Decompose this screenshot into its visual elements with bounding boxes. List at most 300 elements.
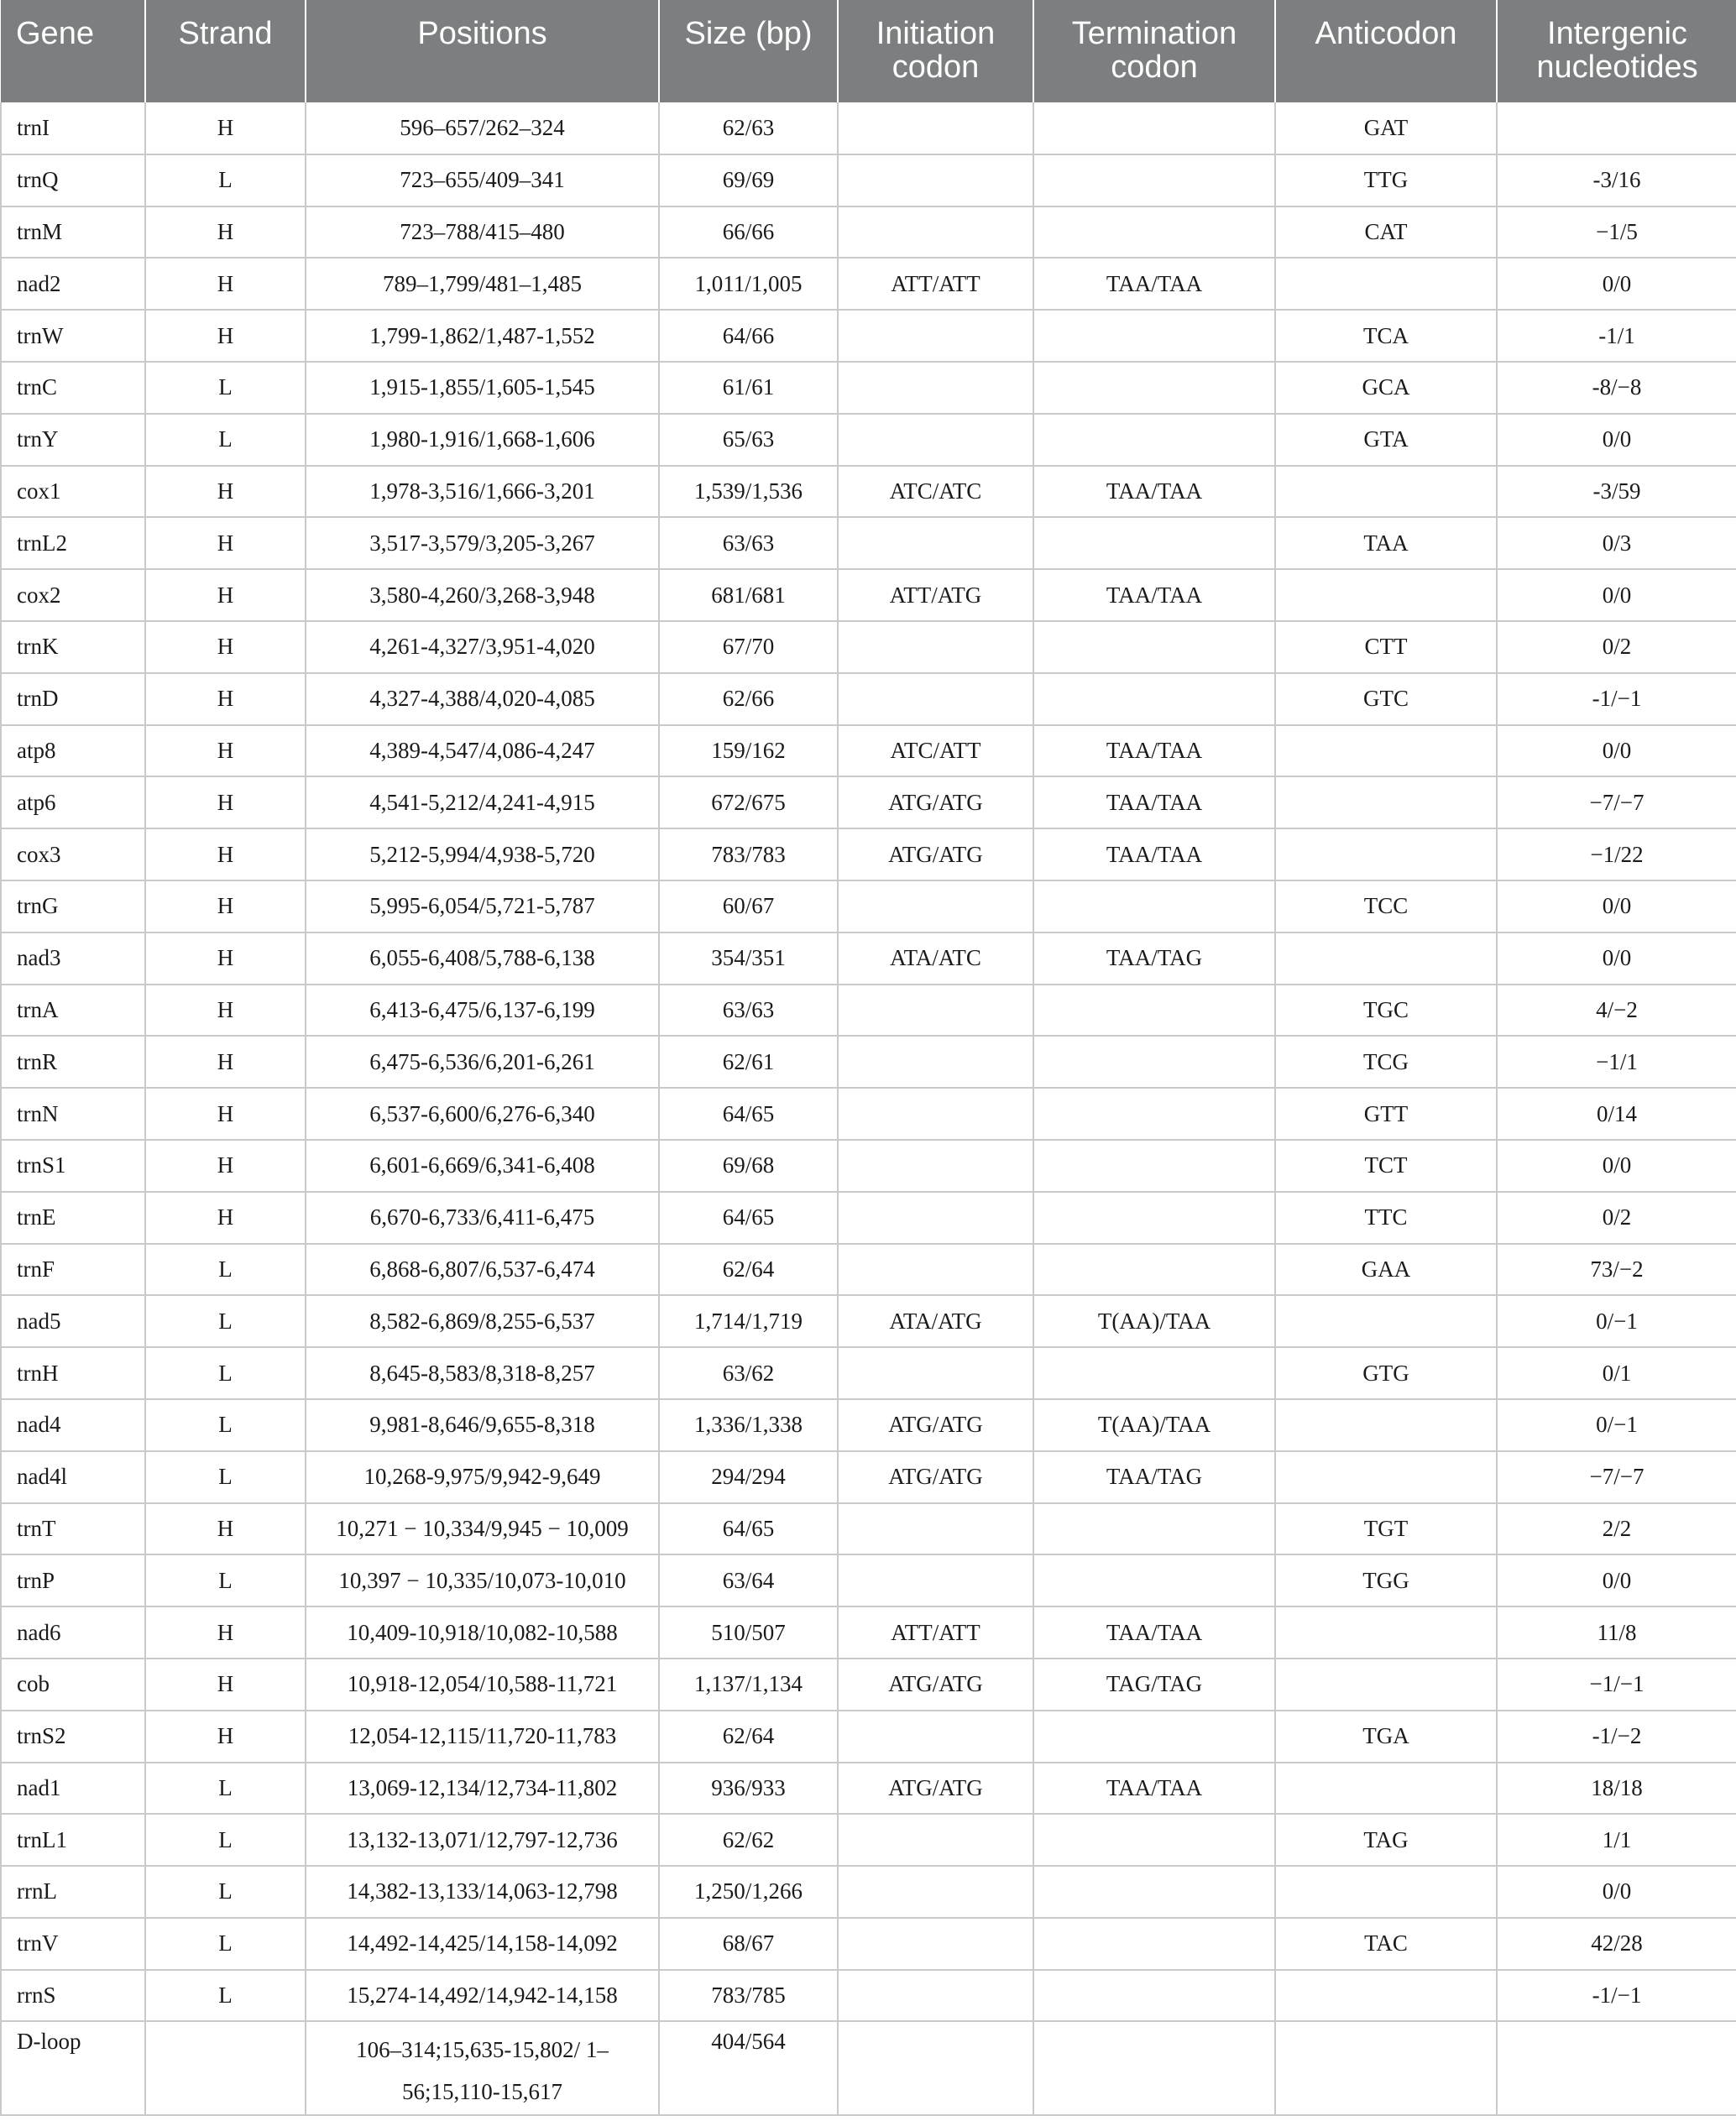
cell-gene: trnA: [1, 985, 145, 1037]
cell-initiation-codon: ATA/ATC: [838, 933, 1033, 985]
cell-strand: L: [145, 1866, 306, 1918]
table-row: [1, 206, 1736, 259]
table-row: [1, 621, 1736, 673]
cell-positions: 13,132-13,071/12,797-12,736: [306, 1814, 659, 1866]
cell-anticodon: TTC: [1275, 1192, 1497, 1244]
cell-positions: 5,995-6,054/5,721-5,787: [306, 880, 659, 933]
table-row: [1, 362, 1736, 414]
cell-intergenic: 4/−2: [1497, 985, 1736, 1037]
cell-strand: L: [145, 1814, 306, 1866]
cell-size: 63/63: [659, 517, 838, 569]
cell-size: 65/63: [659, 414, 838, 466]
cell-size: 64/65: [659, 1088, 838, 1140]
cell-strand: H: [145, 725, 306, 777]
cell-intergenic: -1/−1: [1497, 1970, 1736, 2022]
cell-size: 783/785: [659, 1970, 838, 2022]
cell-gene: trnC: [1, 362, 145, 414]
cell-termination-codon: [1033, 1970, 1275, 2022]
cell-size: 68/67: [659, 1918, 838, 1970]
cell-positions: 8,582-6,869/8,255-6,537: [306, 1295, 659, 1347]
cell-strand: H: [145, 258, 306, 310]
cell-termination-codon: [1033, 1036, 1275, 1088]
cell-intergenic: 0/2: [1497, 621, 1736, 673]
cell-intergenic: 0/0: [1497, 880, 1736, 933]
cell-positions: 6,601-6,669/6,341-6,408: [306, 1140, 659, 1192]
cell-anticodon: GCA: [1275, 362, 1497, 414]
cell-gene: cox1: [1, 466, 145, 518]
cell-gene: trnL2: [1, 517, 145, 569]
cell-intergenic: 18/18: [1497, 1763, 1736, 1815]
cell-termination-codon: [1033, 206, 1275, 259]
cell-size: 69/68: [659, 1140, 838, 1192]
table-row: [1, 102, 1736, 154]
table-row: [1, 1814, 1736, 1866]
cell-gene: nad6: [1, 1606, 145, 1659]
cell-initiation-codon: [838, 102, 1033, 154]
cell-strand: L: [145, 1763, 306, 1815]
cell-positions: 596–657/262–324: [306, 102, 659, 154]
cell-strand: L: [145, 1347, 306, 1399]
cell-size: 1,250/1,266: [659, 1866, 838, 1918]
cell-size: 63/63: [659, 985, 838, 1037]
cell-gene: nad5: [1, 1295, 145, 1347]
cell-strand: H: [145, 206, 306, 259]
table-row: [1, 1918, 1736, 1970]
table-header-row: [1, 0, 1736, 102]
cell-intergenic: 0/−1: [1497, 1295, 1736, 1347]
cell-intergenic: -1/−2: [1497, 1711, 1736, 1763]
cell-positions: 106–314;15,635-15,802/ 1–56;15,110-15,617: [306, 2021, 659, 2115]
cell-size: 681/681: [659, 569, 838, 621]
cell-strand: H: [145, 102, 306, 154]
header-intergenic-nucleotides: Intergenic nucleotides: [1497, 0, 1736, 102]
cell-anticodon: [1275, 1451, 1497, 1503]
cell-gene: trnF: [1, 1244, 145, 1296]
cell-initiation-codon: [838, 1140, 1033, 1192]
cell-termination-codon: [1033, 154, 1275, 206]
cell-intergenic: 0/0: [1497, 1140, 1736, 1192]
cell-positions: 15,274-14,492/14,942-14,158: [306, 1970, 659, 2022]
cell-termination-codon: TAA/TAA: [1033, 776, 1275, 828]
table-row: [1, 880, 1736, 933]
cell-positions: 4,327-4,388/4,020-4,085: [306, 673, 659, 725]
cell-size: 69/69: [659, 154, 838, 206]
cell-gene: trnT: [1, 1503, 145, 1555]
cell-termination-codon: [1033, 1554, 1275, 1606]
cell-positions: 14,382-13,133/14,063-12,798: [306, 1866, 659, 1918]
cell-size: 61/61: [659, 362, 838, 414]
cell-strand: H: [145, 517, 306, 569]
cell-termination-codon: T(AA)/TAA: [1033, 1399, 1275, 1451]
cell-strand: H: [145, 1606, 306, 1659]
cell-gene: trnS1: [1, 1140, 145, 1192]
cell-positions: 723–788/415–480: [306, 206, 659, 259]
cell-size: 64/66: [659, 310, 838, 362]
cell-strand: L: [145, 1244, 306, 1296]
cell-termination-codon: [1033, 414, 1275, 466]
cell-intergenic: −1/5: [1497, 206, 1736, 259]
cell-initiation-codon: ATG/ATG: [838, 1763, 1033, 1815]
cell-size: 672/675: [659, 776, 838, 828]
cell-anticodon: [1275, 1970, 1497, 2022]
cell-anticodon: TAC: [1275, 1918, 1497, 1970]
cell-gene: trnG: [1, 880, 145, 933]
cell-termination-codon: TAA/TAG: [1033, 1451, 1275, 1503]
cell-positions: 6,670-6,733/6,411-6,475: [306, 1192, 659, 1244]
cell-initiation-codon: [838, 2021, 1033, 2115]
cell-strand: L: [145, 1399, 306, 1451]
cell-initiation-codon: [838, 621, 1033, 673]
cell-anticodon: GTA: [1275, 414, 1497, 466]
cell-strand: L: [145, 1970, 306, 2022]
cell-initiation-codon: [838, 1088, 1033, 1140]
cell-anticodon: TCC: [1275, 880, 1497, 933]
cell-initiation-codon: ATT/ATT: [838, 1606, 1033, 1659]
cell-termination-codon: [1033, 673, 1275, 725]
cell-anticodon: [1275, 828, 1497, 880]
cell-strand: H: [145, 828, 306, 880]
cell-positions: 1,978-3,516/1,666-3,201: [306, 466, 659, 518]
cell-strand: H: [145, 673, 306, 725]
cell-size: 62/64: [659, 1244, 838, 1296]
cell-initiation-codon: ATG/ATG: [838, 1451, 1033, 1503]
cell-gene: cox2: [1, 569, 145, 621]
cell-positions: 3,517-3,579/3,205-3,267: [306, 517, 659, 569]
cell-initiation-codon: [838, 154, 1033, 206]
cell-size: 62/61: [659, 1036, 838, 1088]
cell-initiation-codon: [838, 1711, 1033, 1763]
table-row: [1, 569, 1736, 621]
cell-size: 159/162: [659, 725, 838, 777]
cell-termination-codon: [1033, 102, 1275, 154]
cell-initiation-codon: [838, 310, 1033, 362]
header-anticodon: Anticodon: [1275, 0, 1497, 102]
cell-positions: 1,799-1,862/1,487-1,552: [306, 310, 659, 362]
cell-positions: 5,212-5,994/4,938-5,720: [306, 828, 659, 880]
cell-positions: 10,268-9,975/9,942-9,649: [306, 1451, 659, 1503]
cell-intergenic: 0/0: [1497, 414, 1736, 466]
cell-strand: L: [145, 1295, 306, 1347]
cell-size: 62/63: [659, 102, 838, 154]
cell-strand: L: [145, 1918, 306, 1970]
table-row: [1, 1503, 1736, 1555]
cell-size: 294/294: [659, 1451, 838, 1503]
cell-size: 63/64: [659, 1554, 838, 1606]
table-row: [1, 828, 1736, 880]
cell-anticodon: [1275, 1399, 1497, 1451]
cell-anticodon: [1275, 569, 1497, 621]
cell-anticodon: GAT: [1275, 102, 1497, 154]
cell-intergenic: 0/0: [1497, 1866, 1736, 1918]
cell-initiation-codon: ATT/ATG: [838, 569, 1033, 621]
cell-gene: trnM: [1, 206, 145, 259]
cell-intergenic: 0/0: [1497, 258, 1736, 310]
table-row: [1, 776, 1736, 828]
cell-gene: trnE: [1, 1192, 145, 1244]
cell-gene: nad4: [1, 1399, 145, 1451]
cell-initiation-codon: [838, 1036, 1033, 1088]
cell-initiation-codon: ATG/ATG: [838, 1399, 1033, 1451]
cell-positions: 10,918-12,054/10,588-11,721: [306, 1659, 659, 1711]
cell-size: 1,714/1,719: [659, 1295, 838, 1347]
cell-initiation-codon: ATC/ATC: [838, 466, 1033, 518]
cell-initiation-codon: [838, 880, 1033, 933]
cell-gene: atp8: [1, 725, 145, 777]
cell-positions: 4,389-4,547/4,086-4,247: [306, 725, 659, 777]
cell-strand: H: [145, 621, 306, 673]
cell-gene: trnW: [1, 310, 145, 362]
table-row: [1, 1659, 1736, 1711]
cell-intergenic: -1/−1: [1497, 673, 1736, 725]
table-body: [1, 102, 1736, 2115]
header-gene: Gene: [1, 0, 145, 102]
cell-anticodon: CTT: [1275, 621, 1497, 673]
cell-anticodon: [1275, 1606, 1497, 1659]
cell-strand: [145, 2021, 306, 2115]
table-row: [1, 310, 1736, 362]
cell-positions: 10,409-10,918/10,082-10,588: [306, 1606, 659, 1659]
cell-size: 64/65: [659, 1192, 838, 1244]
cell-anticodon: [1275, 1866, 1497, 1918]
cell-anticodon: [1275, 466, 1497, 518]
cell-positions: 8,645-8,583/8,318-8,257: [306, 1347, 659, 1399]
cell-size: 62/64: [659, 1711, 838, 1763]
cell-gene: rrnL: [1, 1866, 145, 1918]
cell-termination-codon: TAA/TAA: [1033, 569, 1275, 621]
cell-intergenic: -3/16: [1497, 154, 1736, 206]
cell-size: 67/70: [659, 621, 838, 673]
cell-strand: H: [145, 880, 306, 933]
cell-termination-codon: [1033, 985, 1275, 1037]
cell-anticodon: TGA: [1275, 1711, 1497, 1763]
cell-initiation-codon: [838, 206, 1033, 259]
cell-positions: 12,054-12,115/11,720-11,783: [306, 1711, 659, 1763]
cell-positions: 9,981-8,646/9,655-8,318: [306, 1399, 659, 1451]
table-row: [1, 1606, 1736, 1659]
cell-size: 62/66: [659, 673, 838, 725]
table-row: [1, 2021, 1736, 2115]
cell-termination-codon: TAA/TAG: [1033, 933, 1275, 985]
cell-size: 1,011/1,005: [659, 258, 838, 310]
cell-size: 354/351: [659, 933, 838, 985]
table-row: [1, 725, 1736, 777]
table-row: [1, 985, 1736, 1037]
cell-strand: H: [145, 310, 306, 362]
cell-termination-codon: [1033, 1140, 1275, 1192]
cell-initiation-codon: [838, 1918, 1033, 1970]
cell-termination-codon: [1033, 2021, 1275, 2115]
cell-positions: 1,980-1,916/1,668-1,606: [306, 414, 659, 466]
cell-anticodon: TAG: [1275, 1814, 1497, 1866]
cell-intergenic: 73/−2: [1497, 1244, 1736, 1296]
cell-termination-codon: TAA/TAA: [1033, 1763, 1275, 1815]
table-row: [1, 1866, 1736, 1918]
cell-termination-codon: [1033, 1347, 1275, 1399]
cell-intergenic: −1/−1: [1497, 1659, 1736, 1711]
cell-anticodon: [1275, 1659, 1497, 1711]
cell-termination-codon: [1033, 1088, 1275, 1140]
table-row: [1, 258, 1736, 310]
cell-gene: cob: [1, 1659, 145, 1711]
cell-intergenic: -3/59: [1497, 466, 1736, 518]
cell-gene: trnY: [1, 414, 145, 466]
cell-positions: 4,541-5,212/4,241-4,915: [306, 776, 659, 828]
table-row: [1, 1554, 1736, 1606]
cell-termination-codon: TAA/TAA: [1033, 466, 1275, 518]
cell-initiation-codon: [838, 1554, 1033, 1606]
cell-strand: H: [145, 1192, 306, 1244]
cell-size: 1,539/1,536: [659, 466, 838, 518]
cell-positions: 13,069-12,134/12,734-11,802: [306, 1763, 659, 1815]
cell-positions: 1,915-1,855/1,605-1,545: [306, 362, 659, 414]
cell-termination-codon: [1033, 1866, 1275, 1918]
cell-termination-codon: [1033, 1814, 1275, 1866]
cell-intergenic: 0/0: [1497, 725, 1736, 777]
cell-strand: H: [145, 985, 306, 1037]
cell-anticodon: [1275, 725, 1497, 777]
cell-positions: 6,475-6,536/6,201-6,261: [306, 1036, 659, 1088]
cell-initiation-codon: [838, 1814, 1033, 1866]
cell-termination-codon: [1033, 362, 1275, 414]
cell-termination-codon: [1033, 1918, 1275, 1970]
table-row: [1, 1244, 1736, 1296]
cell-anticodon: GAA: [1275, 1244, 1497, 1296]
cell-initiation-codon: [838, 517, 1033, 569]
cell-initiation-codon: [838, 1192, 1033, 1244]
cell-initiation-codon: [838, 362, 1033, 414]
cell-size: 404/564: [659, 2021, 838, 2115]
cell-gene: D-loop: [1, 2021, 145, 2115]
table-row: [1, 933, 1736, 985]
cell-initiation-codon: ATG/ATG: [838, 1659, 1033, 1711]
cell-intergenic: 0/14: [1497, 1088, 1736, 1140]
cell-anticodon: TGC: [1275, 985, 1497, 1037]
cell-initiation-codon: ATG/ATG: [838, 776, 1033, 828]
cell-gene: trnR: [1, 1036, 145, 1088]
table-row: [1, 1088, 1736, 1140]
cell-anticodon: GTT: [1275, 1088, 1497, 1140]
table-row: [1, 1347, 1736, 1399]
cell-size: 66/66: [659, 206, 838, 259]
cell-positions: 6,868-6,807/6,537-6,474: [306, 1244, 659, 1296]
cell-gene: trnQ: [1, 154, 145, 206]
cell-strand: H: [145, 1140, 306, 1192]
table-row: [1, 1970, 1736, 2022]
table-row: [1, 673, 1736, 725]
table-row: [1, 414, 1736, 466]
table-row: [1, 517, 1736, 569]
cell-intergenic: 0/0: [1497, 1554, 1736, 1606]
cell-anticodon: GTC: [1275, 673, 1497, 725]
cell-strand: H: [145, 569, 306, 621]
cell-gene: trnK: [1, 621, 145, 673]
cell-initiation-codon: ATA/ATG: [838, 1295, 1033, 1347]
cell-anticodon: [1275, 1763, 1497, 1815]
cell-termination-codon: [1033, 1192, 1275, 1244]
cell-gene: nad2: [1, 258, 145, 310]
cell-termination-codon: TAG/TAG: [1033, 1659, 1275, 1711]
cell-initiation-codon: [838, 985, 1033, 1037]
cell-strand: H: [145, 933, 306, 985]
cell-gene: trnS2: [1, 1711, 145, 1763]
cell-anticodon: TCG: [1275, 1036, 1497, 1088]
cell-termination-codon: TAA/TAA: [1033, 1606, 1275, 1659]
cell-intergenic: [1497, 2021, 1736, 2115]
cell-anticodon: TGT: [1275, 1503, 1497, 1555]
cell-anticodon: CAT: [1275, 206, 1497, 259]
cell-positions: 6,413-6,475/6,137-6,199: [306, 985, 659, 1037]
cell-gene: trnP: [1, 1554, 145, 1606]
cell-positions: 723–655/409–341: [306, 154, 659, 206]
cell-intergenic: 0/1: [1497, 1347, 1736, 1399]
cell-strand: L: [145, 1451, 306, 1503]
cell-termination-codon: [1033, 1244, 1275, 1296]
cell-size: 1,336/1,338: [659, 1399, 838, 1451]
cell-intergenic: 0/0: [1497, 569, 1736, 621]
cell-positions: 10,397 − 10,335/10,073-10,010: [306, 1554, 659, 1606]
cell-termination-codon: [1033, 621, 1275, 673]
cell-intergenic: −7/−7: [1497, 1451, 1736, 1503]
cell-gene: trnV: [1, 1918, 145, 1970]
cell-intergenic: -1/1: [1497, 310, 1736, 362]
cell-intergenic: 11/8: [1497, 1606, 1736, 1659]
cell-gene: nad1: [1, 1763, 145, 1815]
cell-positions: 4,261-4,327/3,951-4,020: [306, 621, 659, 673]
cell-gene: cox3: [1, 828, 145, 880]
cell-intergenic: 0/0: [1497, 933, 1736, 985]
cell-size: 936/933: [659, 1763, 838, 1815]
table-row: [1, 1140, 1736, 1192]
cell-strand: H: [145, 1711, 306, 1763]
cell-size: 64/65: [659, 1503, 838, 1555]
table-row: [1, 1451, 1736, 1503]
cell-initiation-codon: [838, 414, 1033, 466]
cell-size: 62/62: [659, 1814, 838, 1866]
cell-anticodon: [1275, 258, 1497, 310]
header-strand: Strand: [145, 0, 306, 102]
cell-intergenic: −7/−7: [1497, 776, 1736, 828]
cell-anticodon: TCA: [1275, 310, 1497, 362]
cell-gene: trnH: [1, 1347, 145, 1399]
cell-size: 1,137/1,134: [659, 1659, 838, 1711]
cell-strand: H: [145, 466, 306, 518]
cell-anticodon: TAA: [1275, 517, 1497, 569]
cell-gene: trnI: [1, 102, 145, 154]
cell-strand: L: [145, 1554, 306, 1606]
cell-termination-codon: TAA/TAA: [1033, 725, 1275, 777]
cell-termination-codon: TAA/TAA: [1033, 828, 1275, 880]
cell-strand: H: [145, 1088, 306, 1140]
cell-termination-codon: [1033, 310, 1275, 362]
cell-intergenic: −1/1: [1497, 1036, 1736, 1088]
cell-strand: L: [145, 414, 306, 466]
cell-intergenic: 2/2: [1497, 1503, 1736, 1555]
header-positions: Positions: [306, 0, 659, 102]
cell-strand: L: [145, 154, 306, 206]
cell-initiation-codon: [838, 673, 1033, 725]
header-size: Size (bp): [659, 0, 838, 102]
cell-positions: 6,537-6,600/6,276-6,340: [306, 1088, 659, 1140]
cell-size: 60/67: [659, 880, 838, 933]
cell-intergenic: 0/2: [1497, 1192, 1736, 1244]
table-row: [1, 1399, 1736, 1451]
cell-size: 783/783: [659, 828, 838, 880]
cell-initiation-codon: ATC/ATT: [838, 725, 1033, 777]
table-row: [1, 1192, 1736, 1244]
header-termination-codon: Termination codon: [1033, 0, 1275, 102]
cell-intergenic: 1/1: [1497, 1814, 1736, 1866]
cell-anticodon: TTG: [1275, 154, 1497, 206]
